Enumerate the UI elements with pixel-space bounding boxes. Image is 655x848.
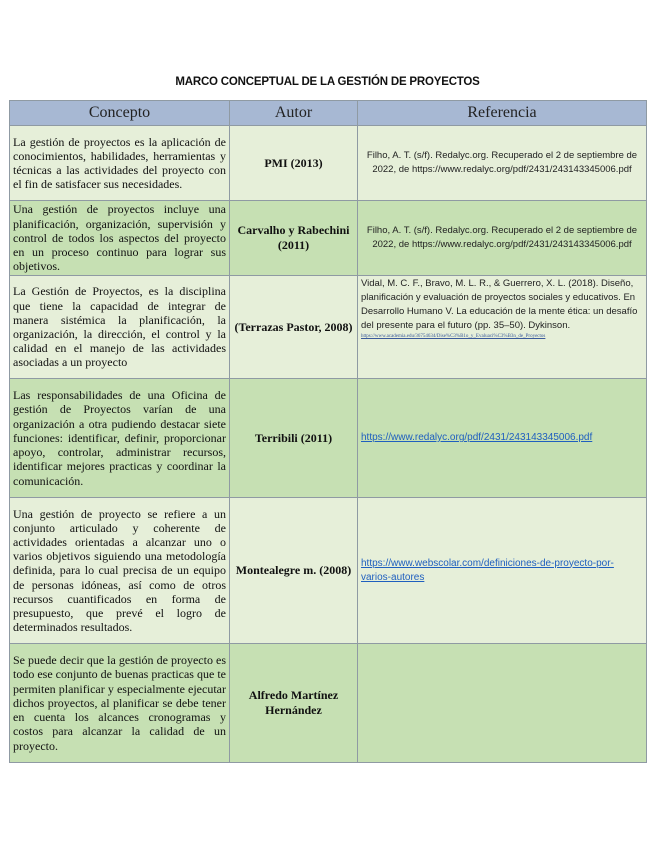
header-autor: Autor	[230, 101, 358, 126]
autor-cell: (Terrazas Pastor, 2008)	[230, 276, 358, 379]
table-row	[10, 379, 647, 498]
concepto-cell: Las responsabilidades de una Oficina de gestión de Proyectos varían de una organización a otra pudiendo destacar siete funciones: identificar, definir, proporcionar apoyo, controlar, administrar recursos, identificar mejores practicas y coordinar la comunicación.	[10, 379, 230, 498]
referencia-text: Vidal, M. C. F., Bravo, M. L. R., & Guerrero, X. L. (2018). Diseño, planificación y evaluación de proyectos sociales y educativos. En Desarrollo Humano V. La educación de la mente ética: un desafío del presente para el futuro (pp. 35–50). Dykinson.	[361, 278, 638, 331]
header-referencia: Referencia	[358, 101, 647, 126]
referencia-cell: Filho, A. T. (s/f). Redalyc.org. Recuperado el 2 de septiembre de 2022, de https://www.redalyc.org/pdf/2431/243143345006.pdf	[358, 126, 647, 201]
referencia-cell	[358, 379, 647, 498]
table-header-row	[10, 101, 647, 126]
referencia-link[interactable]: https://www.webscolar.com/definiciones-de-proyecto-por-varios-autores	[361, 557, 614, 583]
table-row	[10, 644, 647, 763]
concept-table	[9, 100, 647, 763]
referencia-link[interactable]: https://www.redalyc.org/pdf/2431/243143345006.pdf	[361, 432, 593, 443]
table-row	[10, 498, 647, 644]
concepto-cell: Se puede decir que la gestión de proyecto es todo ese conjunto de buenas practicas que te permiten planificar y especialmente ejecutar dichos proyectos, al planificar se debe tener en cuenta los alcances cronogramas y costos para alcanzar la calidad de un proyecto.	[10, 644, 230, 763]
table-row	[10, 201, 647, 276]
autor-cell: Carvalho y Rabechini (2011)	[230, 201, 358, 276]
concepto-cell: La gestión de proyectos es la aplicación de conocimientos, habilidades, herramientas y técnicas a las actividades del proyecto con el fin de satisfacer sus necesidades.	[10, 126, 230, 201]
header-concepto: Concepto	[10, 101, 230, 126]
concepto-cell: Una gestión de proyecto se refiere a un conjunto articulado y coherente de actividades orientadas a alcanzar uno o varios objetivos siguiendo una metodología definida, para lo cual precisa de un equipo de personas idóneas, así como de otros recursos cuantificados en forma de presupuesto, que prevé el logro de determinados resultados.	[10, 498, 230, 644]
referencia-cell: Filho, A. T. (s/f). Redalyc.org. Recuperado el 2 de septiembre de 2022, de https://www.redalyc.org/pdf/2431/243143345006.pdf	[358, 201, 647, 276]
referencia-cell	[358, 276, 647, 379]
autor-cell: Alfredo Martínez Hernández	[230, 644, 358, 763]
concepto-cell: Una gestión de proyectos incluye una planificación, organización, supervisión y control de todos los aspectos del proyecto en un proceso continuo para lograr sus objetivos.	[10, 201, 230, 276]
referencia-cell	[358, 498, 647, 644]
table-row	[10, 126, 647, 201]
document-title: MARCO CONCEPTUAL DE LA GESTIÓN DE PROYECTOS	[175, 76, 480, 88]
autor-cell: PMI (2013)	[230, 126, 358, 201]
referencia-cell	[358, 644, 647, 763]
concepto-cell: La Gestión de Proyectos, es la disciplina que tiene la capacidad de integrar de manera sistémica la planificación, la organización, la dirección, el control y la calidad en el manejo de las actividades asociadas a un proyecto	[10, 276, 230, 379]
autor-cell: Montealegre m. (2008)	[230, 498, 358, 644]
autor-cell: Terribili (2011)	[230, 379, 358, 498]
referencia-url[interactable]: https://www.academia.edu/36754634/Dise%C3%B1o_y_Evaluaci%C3%B3n_de_Proyectos	[361, 334, 546, 339]
table-row	[10, 276, 647, 379]
